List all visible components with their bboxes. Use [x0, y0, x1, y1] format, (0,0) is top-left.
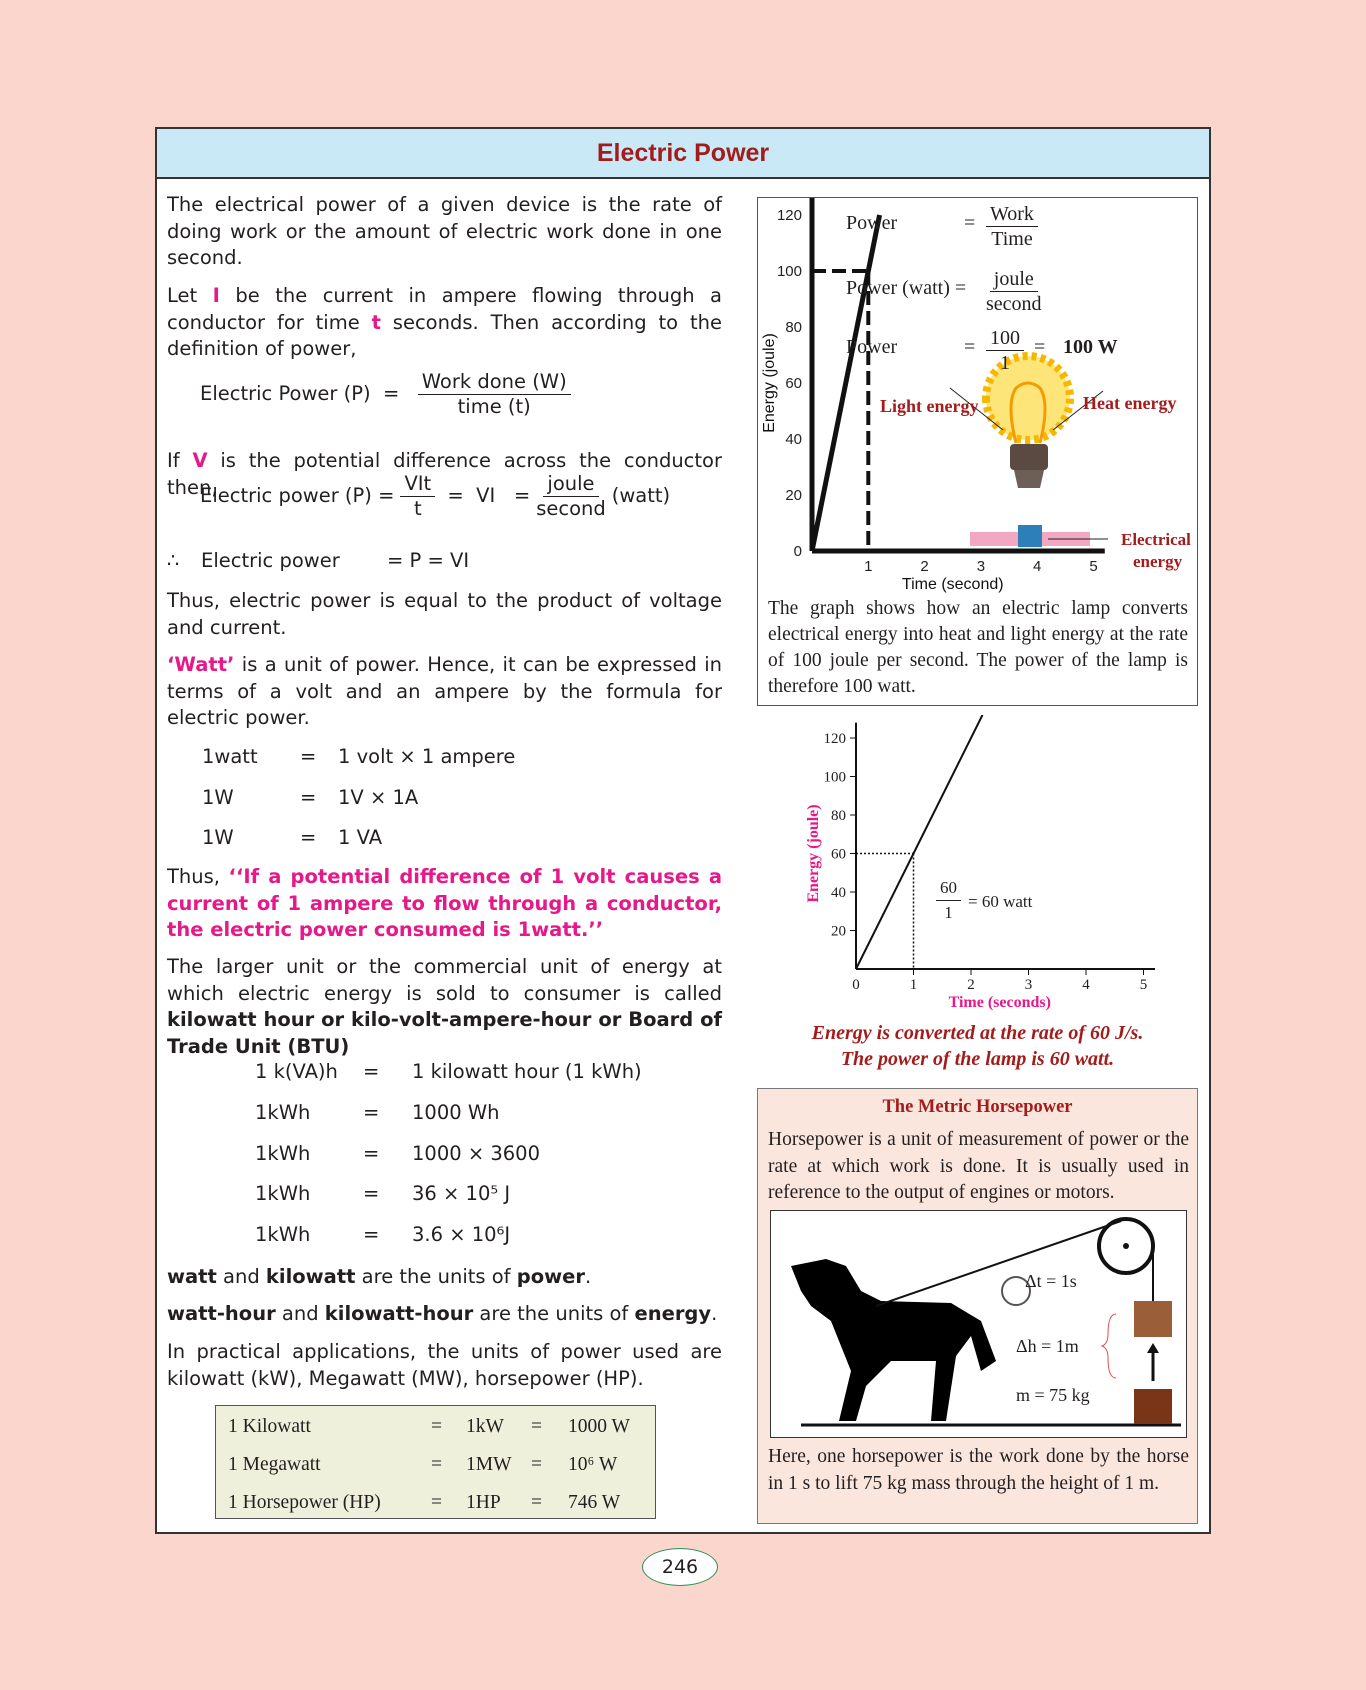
table-cell: 746 W	[568, 1492, 621, 1513]
equation-right: 1 kilowatt hour (1 kWh)	[412, 1060, 642, 1083]
t: and	[216, 1265, 266, 1288]
equation-equals: =	[300, 786, 317, 809]
t: .	[711, 1302, 718, 1325]
bold-term: kilowatt hour or kilo-volt-ampere-hour or Board of Trade Unit (BTU)	[167, 1008, 722, 1058]
t: are the units of	[355, 1265, 517, 1288]
denominator: 1	[1000, 352, 1010, 374]
numerator: VIt	[400, 472, 435, 497]
eq-label: Power	[846, 212, 898, 234]
page-number: 246	[642, 1548, 718, 1586]
fraction	[986, 326, 1024, 375]
equation-equals: =	[363, 1101, 380, 1124]
eq-result: 100 W	[1063, 336, 1118, 358]
para-definition-watt	[167, 864, 722, 944]
y-tick-label: 0	[793, 543, 802, 560]
therefore-symbol: ∴	[167, 549, 180, 572]
table-cell: 1kW	[466, 1416, 504, 1437]
table-cell: 10⁶ W	[568, 1454, 618, 1475]
formula-vi	[200, 472, 755, 521]
equation-left: 1 k(VA)h	[255, 1060, 338, 1083]
equation-left: 1kWh	[255, 1182, 311, 1205]
horse-silhouette	[791, 1259, 996, 1421]
mass-label: m = 75 kg	[1016, 1385, 1090, 1405]
equation-equals: =	[363, 1223, 380, 1246]
equation-left: 1W	[202, 826, 234, 849]
fraction	[418, 370, 571, 419]
eq-label: Power	[846, 336, 898, 358]
equals: =	[383, 382, 400, 405]
horsepower-title: The Metric Horsepower	[882, 1097, 1073, 1117]
units-energy-line	[167, 1301, 722, 1328]
numerator: 60	[936, 876, 961, 901]
equation-right: 1000 × 3600	[412, 1142, 540, 1165]
y-tick-label: 80	[785, 319, 802, 336]
table-cell: =	[531, 1492, 542, 1513]
t: are the units of	[473, 1302, 635, 1325]
numerator: 100	[986, 326, 1024, 351]
y-tick-label: 120	[776, 207, 802, 224]
x-tick-label: 1	[864, 558, 873, 575]
x-tick-label: 3	[976, 558, 986, 575]
equation-left: 1kWh	[255, 1223, 311, 1246]
numerator: joule	[543, 472, 598, 497]
text: Let	[167, 284, 213, 307]
unit: (watt)	[611, 484, 671, 507]
horsepower-box	[757, 1088, 1198, 1524]
label: Electric power	[201, 549, 340, 572]
equation-equals: =	[363, 1142, 380, 1165]
text: The larger unit or the commercial unit of energy at which electric energy is sold to consumer is called	[167, 955, 722, 1005]
text: seconds. Then according to the definition of power,	[167, 310, 722, 360]
x-axis-label: Time (seconds)	[948, 994, 1051, 1011]
result: = 60 watt	[968, 892, 1033, 911]
equation-equals: =	[363, 1182, 380, 1205]
x-tick-label: 4	[1082, 977, 1090, 993]
units-table	[215, 1405, 656, 1519]
denominator: time (t)	[457, 395, 531, 418]
equation-left: 1watt	[202, 745, 258, 768]
x-tick-label: 5	[1139, 977, 1148, 993]
units-power-line	[167, 1264, 722, 1291]
equation-right: 3.6 × 10⁶J	[412, 1223, 511, 1246]
eq-label: Power (watt) =	[846, 277, 967, 299]
equation-right: 1 volt × 1 ampere	[338, 745, 516, 768]
caption-line2: The power of the lamp is 60 watt.	[840, 1048, 1115, 1070]
table-cell: =	[431, 1416, 442, 1437]
quote: ‘‘If a potential difference of 1 volt causes a current of 1 ampere to flow through a conductor, the electric power consumed is 1watt.’’	[167, 865, 722, 941]
text: be the current in ampere flowing through a conductor for time	[167, 284, 722, 334]
x-tick-label: 0	[852, 977, 860, 993]
table-cell: 1MW	[466, 1454, 512, 1475]
bulb-cap	[1010, 444, 1048, 470]
x-axis-label: Time (second)	[901, 576, 1004, 593]
vi: VI	[476, 484, 496, 507]
horsepower-footer: Here, one horsepower is the work done by the horse in 1 s to lift 75 kg mass through the height of 1 m.	[768, 1446, 1189, 1494]
y-tick-label: 80	[831, 808, 846, 824]
y-tick-label: 60	[785, 375, 802, 392]
eq-equals: =	[1034, 336, 1046, 358]
figure-caption: The graph shows how an electric lamp converts electrical energy into heat and light energy at the rate of 100 joule per second. The power of the lamp is therefore 100 watt.	[768, 598, 1188, 697]
equation-left: 1W	[202, 786, 234, 809]
table-cell: 1HP	[466, 1492, 501, 1513]
y-tick-label: 60	[831, 846, 846, 863]
y-axis-label: Energy (joule)	[761, 333, 778, 433]
t: kilowatt-hour	[324, 1302, 474, 1325]
equation-equals: =	[363, 1060, 380, 1083]
numerator: Work done (W)	[418, 370, 571, 395]
numerator: Work	[986, 202, 1038, 227]
y-tick-label: 120	[823, 731, 846, 747]
horse-illustration	[771, 1211, 1185, 1436]
fraction	[400, 472, 435, 521]
lamp-illustration	[950, 356, 1108, 547]
equation-right: 36 × 10⁵ J	[412, 1182, 511, 1205]
eq-equals: =	[964, 212, 976, 234]
pulley-hub	[1123, 1243, 1129, 1249]
table-cell: =	[431, 1492, 442, 1513]
up-arrow-head	[1147, 1343, 1159, 1353]
equals: =	[513, 484, 531, 507]
table-cell: =	[531, 1454, 542, 1475]
electrical-energy-label: Electrical	[1121, 530, 1191, 549]
x-tick-label: 1	[909, 977, 918, 993]
fraction	[536, 472, 606, 521]
x-tick-label: 3	[1024, 977, 1033, 993]
para-watt	[167, 652, 722, 732]
table-cell: =	[531, 1416, 542, 1437]
brace-icon	[1102, 1314, 1116, 1378]
socket	[1018, 525, 1042, 547]
symbol-t: t	[371, 310, 381, 334]
t: and	[275, 1302, 325, 1325]
fraction	[986, 202, 1038, 251]
para-product: Thus, electric power is equal to the product of voltage and current.	[167, 589, 722, 639]
y-tick-label: 40	[785, 431, 802, 448]
series-line	[856, 715, 983, 969]
x-tick-label: 5	[1089, 558, 1098, 575]
x-tick-label: 2	[920, 558, 929, 575]
formula-label: Electric power (P) =	[200, 484, 395, 507]
y-tick-label: 20	[831, 923, 846, 940]
equation-equals: =	[300, 745, 317, 768]
table-cell: 1 Horsepower (HP)	[228, 1492, 381, 1513]
para-practical-units: In practical applications, the units of power used are kilowatt (kW), Megawatt (MW), horsepower (HP).	[167, 1340, 722, 1390]
t: .	[584, 1265, 592, 1288]
y-tick-label: 20	[785, 487, 802, 504]
para-commercial-unit	[167, 954, 722, 1060]
para-definition: The electrical power of a given device is the rate of doing work or the amount of electric work done in one second.	[167, 193, 722, 269]
formula-power	[200, 370, 755, 419]
mass-75kg	[1134, 1389, 1172, 1424]
eq-equals: =	[964, 336, 976, 358]
value: = P = VI	[387, 549, 470, 572]
caption-line1: Energy is converted at the rate of 60 J/s.	[811, 1022, 1144, 1044]
watt-term: ‘Watt’	[167, 653, 235, 676]
t: energy	[634, 1302, 712, 1325]
page-title: Electric Power	[155, 127, 1211, 179]
para-current	[167, 283, 722, 363]
y-tick-label: 40	[831, 885, 846, 901]
equation-right: 1 VA	[338, 826, 383, 849]
text: is the potential difference across the conductor then,	[167, 449, 722, 499]
denominator: 1	[944, 903, 953, 922]
text: is a unit of power. Hence, it can be expressed in terms of a volt and an ampere by the formula for electric power.	[167, 653, 722, 729]
text: If	[167, 449, 193, 472]
figure-lamp-100w	[757, 197, 1198, 706]
x-tick-label: 2	[967, 977, 975, 993]
delta-t-label: Δt = 1s	[1025, 1271, 1077, 1291]
heat-energy-label: Heat energy	[1083, 393, 1177, 413]
symbol-v: V	[192, 449, 208, 472]
light-energy-label: Light energy	[880, 396, 979, 416]
t: watt	[167, 1265, 217, 1288]
delta-h-label: Δh = 1m	[1016, 1336, 1079, 1356]
denominator: Time	[991, 228, 1033, 250]
symbol-i: I	[212, 284, 220, 307]
equation-equals: =	[300, 826, 317, 849]
bulb-base	[1014, 470, 1044, 488]
equals: =	[447, 484, 464, 507]
table-cell: =	[431, 1454, 442, 1475]
raised-mass	[1134, 1301, 1172, 1337]
table-cell: 1 Megawatt	[228, 1454, 321, 1475]
t: kilowatt	[265, 1265, 356, 1288]
fraction	[986, 267, 1042, 316]
y-tick-label: 100	[823, 769, 846, 786]
horse-diagram	[770, 1210, 1187, 1438]
t: watt-hour	[167, 1302, 276, 1325]
horsepower-text: Horsepower is a unit of measurement of power or the rate at which work is done. It is usually used in reference to the output of engines or motors.	[768, 1129, 1189, 1203]
equation-right: 1000 Wh	[412, 1101, 500, 1124]
t: power	[516, 1265, 585, 1288]
table-cell: 1000 W	[568, 1416, 630, 1437]
denominator: second	[536, 497, 606, 520]
x-tick-label: 4	[1033, 558, 1042, 575]
equation-left: 1kWh	[255, 1142, 311, 1165]
electrical-energy-label: energy	[1133, 552, 1183, 571]
denominator: second	[986, 293, 1042, 315]
formula-label: Electric Power (P)	[200, 382, 371, 405]
rope	[876, 1221, 1121, 1306]
y-tick-label: 100	[776, 263, 802, 280]
denominator: t	[414, 497, 422, 520]
text: Thus,	[167, 865, 229, 888]
y-axis-label: Energy (joule)	[805, 804, 822, 903]
table-cell: 1 Kilowatt	[228, 1416, 311, 1437]
fraction	[936, 876, 961, 925]
numerator: joule	[990, 267, 1038, 292]
equation-left: 1kWh	[255, 1101, 311, 1124]
equation-right: 1V × 1A	[338, 786, 419, 809]
chart-60w	[757, 715, 1198, 1035]
